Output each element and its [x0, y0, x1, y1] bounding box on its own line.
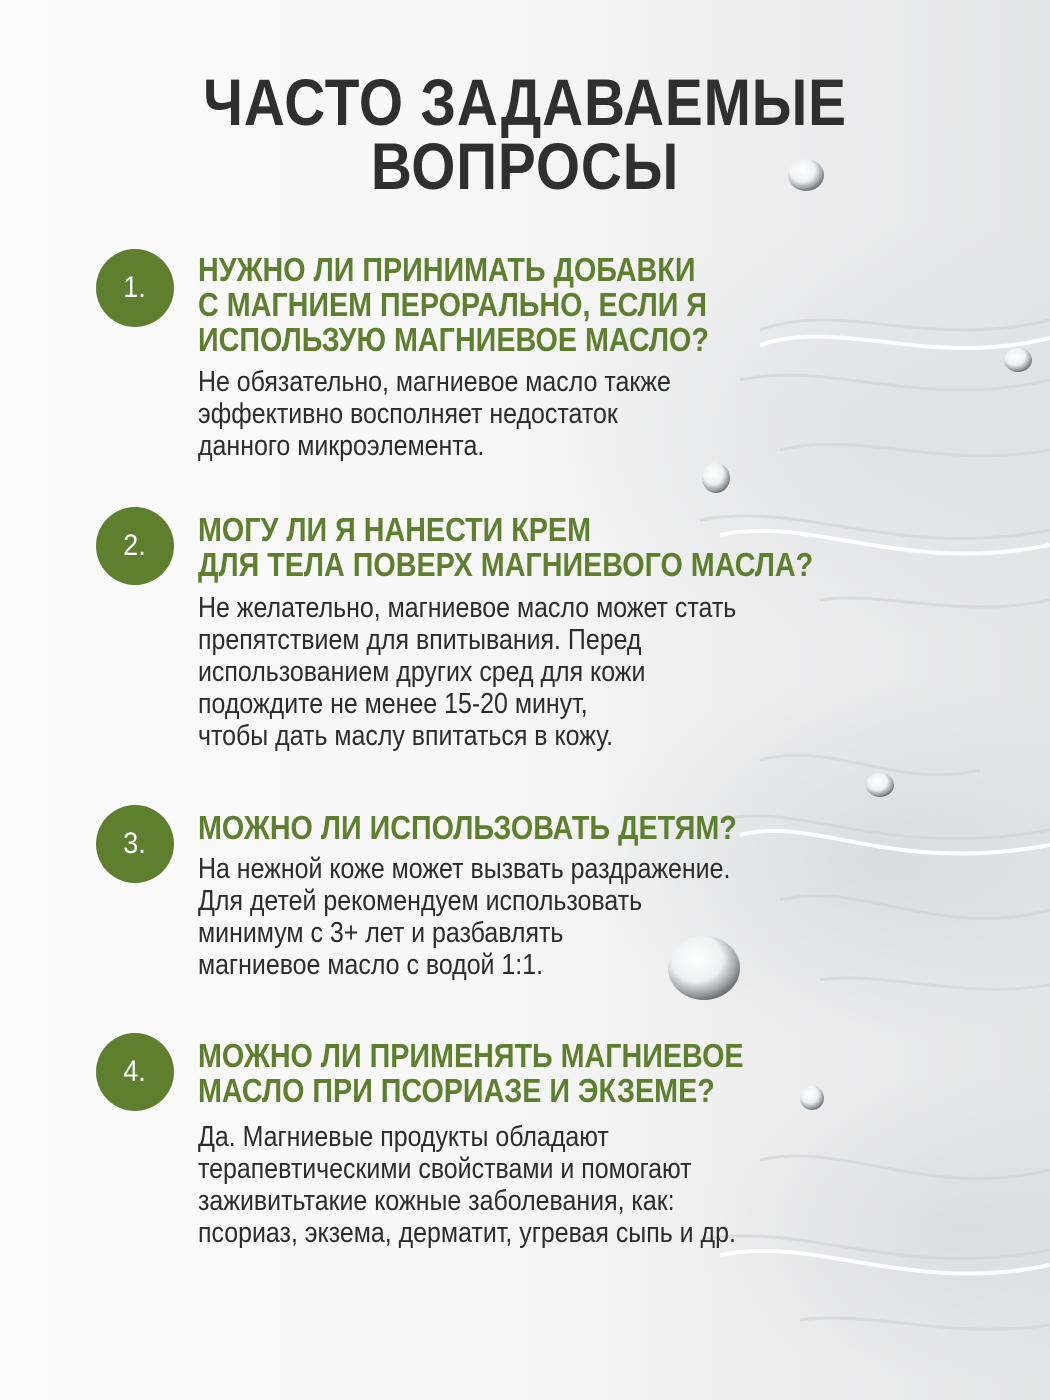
faq-question-line: МОЖНО ЛИ ИСПОЛЬЗОВАТЬ ДЕТЯМ? [198, 809, 737, 846]
faq-number: 4. [123, 1055, 147, 1088]
faq-answer-line: Для детей рекомендуем использовать [198, 885, 643, 917]
faq-answer-line: заживитьтакие кожные заболевания, как: [198, 1185, 675, 1217]
faq-answer-line: чтобы дать маслу впитаться в кожу. [198, 720, 614, 752]
faq-number-badge [96, 507, 174, 585]
faq-number: 3. [123, 827, 147, 860]
page-title-line: ЧАСТО ЗАДАВАЕМЫЕ [203, 65, 847, 139]
faq-number-badge [96, 1033, 174, 1111]
faq-answer-line: На нежной коже может вызвать раздражение. [198, 853, 731, 885]
page-title [74, 65, 977, 203]
water-drop-icon [1004, 348, 1032, 372]
faq-question-line: МОЖНО ЛИ ПРИМЕНЯТЬ МАГНИЕВОЕ [198, 1037, 744, 1074]
water-drop-icon [702, 463, 730, 493]
faq-answer-line: эффективно восполняет недостаток [198, 398, 618, 430]
faq-question [198, 1038, 894, 1108]
faq-question-line: НУЖНО ЛИ ПРИНИМАТЬ ДОБАВКИ [198, 251, 696, 288]
faq-number-badge [96, 805, 174, 883]
faq-answer [198, 366, 886, 462]
faq-answer-line: данного микроэлемента. [198, 430, 485, 462]
faq-answer [198, 853, 886, 981]
faq-answer-line: псориаз, экзема, дерматит, угревая сыпь и др. [198, 1217, 736, 1249]
faq-question-line: МОГУ ЛИ Я НАНЕСТИ КРЕМ [198, 511, 591, 548]
faq-answer-line: Не обязательно, магниевое масло также [198, 366, 671, 398]
faq-answer [198, 592, 886, 752]
faq-question-line: МАСЛО ПРИ ПСОРИАЗЕ И ЭКЗЕМЕ? [198, 1072, 715, 1109]
page-title-line: ВОПРОСЫ [370, 129, 680, 203]
faq-number: 2. [123, 529, 147, 562]
faq-answer [198, 1121, 886, 1249]
faq-answer-line: магниевое масло с водой 1:1. [198, 949, 544, 981]
faq-question [198, 252, 894, 357]
faq-answer-line: подождите не менее 15-20 минут, [198, 688, 588, 720]
water-drop-icon [866, 773, 894, 797]
faq-number: 1. [123, 271, 147, 304]
faq-question [198, 512, 894, 582]
faq-question [198, 810, 894, 845]
faq-answer-line: использованием других сред для кожи [198, 656, 646, 688]
faq-answer-line: минимум с 3+ лет и разбавлять [198, 917, 564, 949]
faq-question-line: С МАГНИЕМ ПЕРОРАЛЬНО, ЕСЛИ Я [198, 286, 708, 323]
faq-answer-line: препятствием для впитывания. Перед [198, 624, 642, 656]
faq-answer-line: Не желательно, магниевое масло может стать [198, 592, 737, 624]
faq-question-line: ДЛЯ ТЕЛА ПОВЕРХ МАГНИЕВОГО МАСЛА? [198, 546, 814, 583]
faq-answer-line: терапевтическими свойствами и помогают [198, 1153, 692, 1185]
faq-answer-line: Да. Магниевые продукты обладают [198, 1121, 609, 1153]
faq-number-badge [96, 249, 174, 327]
faq-question-line: ИСПОЛЬЗУЮ МАГНИЕВОЕ МАСЛО? [198, 321, 709, 358]
